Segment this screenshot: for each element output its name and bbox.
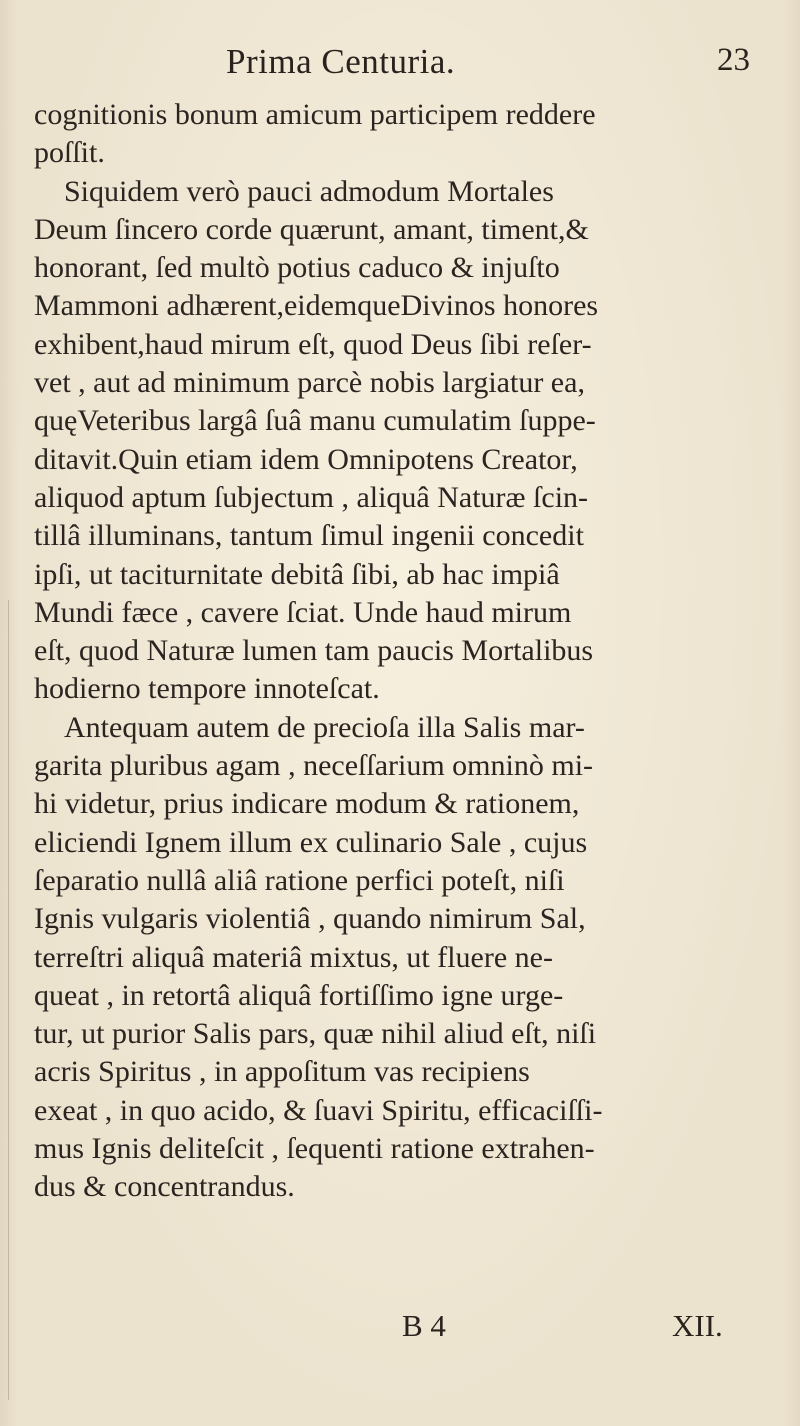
text-line: Antequam autem de precioſa illa Salis mar- xyxy=(64,710,585,744)
text-line: ditavit.Quin etiam idem Omnipotens Creator, xyxy=(34,442,578,476)
text-line: hodierno tempore innoteſcat. xyxy=(34,672,380,706)
text-line: ſeparatio nullâ aliâ ratione perfici poteſt, niſi xyxy=(34,863,565,897)
page-footer xyxy=(0,1308,800,1348)
text-line: mus Ignis deliteſcit , ſequenti ratione extrahen- xyxy=(34,1132,595,1166)
text-line: acris Spiritus , in appoſitum vas recipiens xyxy=(34,1055,530,1089)
text-line: aliquod aptum ſubjectum , aliquâ Naturæ ſcin- xyxy=(34,480,589,514)
text-line: tur, ut purior Salis pars, quæ nihil aliud eſt, niſi xyxy=(34,1017,597,1051)
text-line: hi videtur, prius indicare modum & rationem, xyxy=(34,787,580,821)
page-gutter-shadow xyxy=(8,600,9,1400)
text-line: Mundi fæce , cavere ſciat. Unde haud mirum xyxy=(34,595,572,629)
text-line: poſſit. xyxy=(34,136,105,170)
text-line: Siquidem verò pauci admodum Mortales xyxy=(64,174,554,208)
text-line: tillâ illuminans, tantum ſimul ingenii concedit xyxy=(34,519,584,553)
running-head xyxy=(0,42,800,92)
text-line: cognitionis bonum amicum participem reddere xyxy=(34,98,596,131)
text-line: quęVeteribus largâ ſuâ manu cumulatim ſuppe- xyxy=(34,404,596,438)
text-line: Deum ſincero corde quærunt, amant, timent,& xyxy=(34,212,589,246)
body-text xyxy=(34,96,774,1207)
text-line: garita pluribus agam , neceſſarium omninò mi- xyxy=(34,749,594,783)
text-line: vet , aut ad minimum parcè nobis largiatur ea, xyxy=(34,366,585,400)
catchword: XII. xyxy=(672,1308,723,1343)
page-number: 23 xyxy=(717,42,750,78)
text-line: eliciendi Ignem illum ex culinario Sale , cujus xyxy=(34,825,588,859)
text-line: eſt, quod Naturæ lumen tam paucis Mortalibus xyxy=(34,634,594,668)
text-line: ipſi, ut taciturnitate debitâ ſibi, ab hac impiâ xyxy=(34,557,560,591)
running-title: Prima Centuria. xyxy=(226,42,456,81)
text-line: queat , in retortâ aliquâ fortiſſimo igne urge- xyxy=(34,978,564,1012)
signature-mark: B 4 xyxy=(402,1308,446,1343)
text-line: exeat , in quo acido, & ſuavi Spiritu, efficaciſſi- xyxy=(34,1093,603,1127)
text-line: terreſtri aliquâ materiâ mixtus, ut fluere ne- xyxy=(34,940,553,974)
text-line: Ignis vulgaris violentiâ , quando nimirum Sal, xyxy=(34,902,586,936)
text-line: Mammoni adhærent,eidemqueDivinos honores xyxy=(34,289,599,323)
text-line: exhibent,haud mirum eſt, quod Deus ſibi reſer- xyxy=(34,327,592,361)
text-line: dus & concentrandus. xyxy=(34,1170,295,1204)
text-line: honorant, ſed multò potius caduco & injuſto xyxy=(34,251,560,285)
